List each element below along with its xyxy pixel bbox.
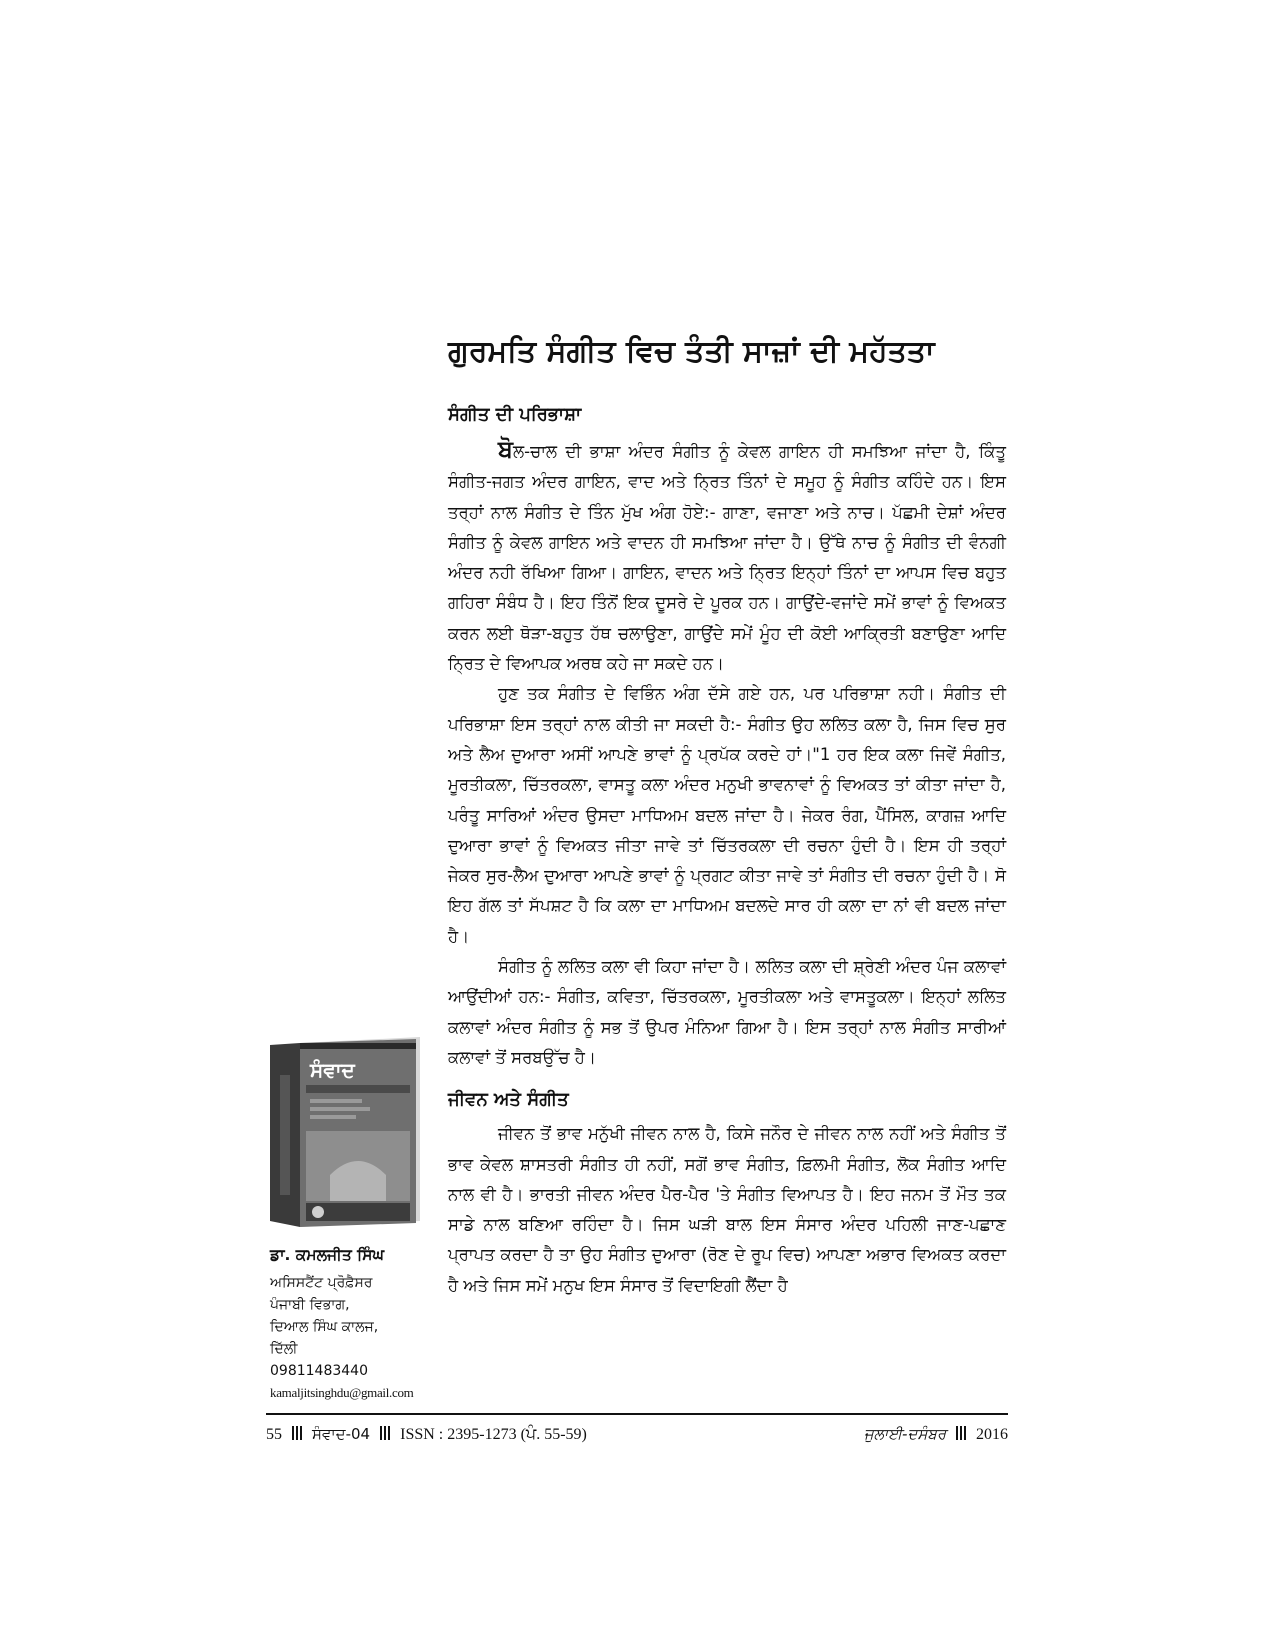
book-spine-text: [280, 1075, 290, 1195]
publication-year: 2016: [976, 1426, 1008, 1443]
author-city: ਦਿੱਲੀ: [270, 1341, 298, 1357]
drop-cap: ਬੋ: [498, 435, 513, 463]
book-top-band: [300, 1043, 416, 1049]
author-college: ਦਿਆਲ ਸਿੰਘ ਕਾਲਜ,: [270, 1319, 379, 1335]
paragraph: ਸੰਗੀਤ ਨੂੰ ਲਲਿਤ ਕਲਾ ਵੀ ਕਿਹਾ ਜਾਂਦਾ ਹੈ। ਲਲਿਤ ਕਲਾ ਦੀ ਸ਼੍ਰੇਣੀ ਅੰਦਰ ਪੰਜ ਕਲਾਵਾਂ ਆਉਂਦੀਆਂ ਹਨ:- ਸੰਗੀਤ, ਕਵਿਤਾ, ਚਿੱਤਰਕਲਾ, ਮੂਰਤੀਕਲਾ ਅਤੇ ਵਾਸਤੂਕਲਾ। ਇਨ੍ਹਾਂ ਲਲਿਤ ਕਲਾਵਾਂ ਅੰਦਰ ਸੰਗੀਤ ਨੂੰ ਸਭ ਤੋਂ ਉਪਰ ਮੰਨਿਆ ਗਿਆ ਹੈ। ਇਸ ਤਰ੍ਹਾਂ ਨਾਲ ਸੰਗੀਤ ਸਾਰੀਆਂ ਕਲਾਵਾਂ ਤੋਂ ਸਰਬਉੱਚ ਹੈ।: [448, 957, 1006, 1067]
book-title-strip: [306, 1085, 410, 1093]
section-heading-definition: ਸੰਗੀਤ ਦੀ ਪਰਿਭਾਸ਼ਾ: [448, 404, 582, 425]
book-text-block: [310, 1099, 362, 1103]
author-name: ਡਾ. ਕਮਲਜੀਤ ਸਿੰਘ: [270, 1246, 384, 1264]
author-department: ਪੰਜਾਬੀ ਵਿਭਾਗ,: [270, 1297, 350, 1313]
author-phone: 09811483440: [270, 1363, 368, 1379]
paragraph: [448, 434, 1006, 679]
author-email: kamaljitsinghdu@gmail.com: [270, 1385, 414, 1400]
paragraph: ਜੀਵਨ ਤੋਂ ਭਾਵ ਮਨੁੱਖੀ ਜੀਵਨ ਨਾਲ ਹੈ, ਕਿਸੇ ਜਨੌਰ ਦੇ ਜੀਵਨ ਨਾਲ ਨਹੀਂ ਅਤੇ ਸੰਗੀਤ ਤੋਂ ਭਾਵ ਕੇਵਲ ਸ਼ਾਸਤਰੀ ਸੰਗੀਤ ਹੀ ਨਹੀਂ, ਸਗੋਂ ਭਾਵ ਸੰਗੀਤ, ਫ਼ਿਲਮੀ ਸੰਗੀਤ, ਲੋਕ ਸੰਗੀਤ ਆਦਿ ਨਾਲ ਵੀ ਹੈ। ਭਾਰਤੀ ਜੀਵਨ ਅੰਦਰ ਪੈਰ-ਪੈਰ 'ਤੇ ਸੰਗੀਤ ਵਿਆਪਤ ਹੈ। ਇਹ ਜਨਮ ਤੋਂ ਮੌਤ ਤਕ ਸਾਡੇ ਨਾਲ ਬਣਿਆ ਰਹਿੰਦਾ ਹੈ। ਜਿਸ ਘੜੀ ਬਾਲ ਇਸ ਸੰਸਾਰ ਅੰਦਰ ਪਹਿਲੀ ਜਾਣ-ਪਛਾਣ ਪ੍ਰਾਪਤ ਕਰਦਾ ਹੈ ਤਾ ਉਹ ਸੰਗੀਤ ਦੁਆਰਾ (ਰੋਣ ਦੇ ਰੂਪ ਵਿਚ) ਆਪਣਾ ਅਭਾਰ ਵਿਅਕਤ ਕਰਦਾ ਹੈ ਅਤੇ ਜਿਸ ਸਮੇਂ ਮਨੁਖ ਇਸ ਸੰਸਾਰ ਤੋਂ ਵਿਦਾਇਗੀ ਲੈਂਦਾ ਹੈ: [448, 1124, 1006, 1295]
separator-bars-icon: [956, 1426, 966, 1440]
book-text-block: [310, 1107, 370, 1111]
footer-rule: [266, 1413, 1008, 1415]
author-info: [270, 1242, 440, 1404]
separator-bars-icon: [292, 1426, 302, 1440]
article-title: ਗੁਰਮਤਿ ਸੰਗੀਤ ਵਿਚ ਤੰਤੀ ਸਾਜ਼ਾਂ ਦੀ ਮਹੱਤਤਾ: [448, 334, 935, 369]
separator-bars-icon: [380, 1426, 390, 1440]
publication-period: ਜੁਲਾਈ-ਦਸੰਬਰ: [863, 1425, 946, 1443]
issn: ISSN : 2395-1273 (ਪੰ. 55-59): [400, 1426, 587, 1443]
author-designation: ਅਸਿਸਟੈਂਟ ਪ੍ਰੋਫ਼ੈਸਰ: [270, 1275, 373, 1291]
paragraph-text: ਲ-ਚਾਲ ਦੀ ਭਾਸ਼ਾ ਅੰਦਰ ਸੰਗੀਤ ਨੂੰ ਕੇਵਲ ਗਾਇਨ ਹੀ ਸਮਝਿਆ ਜਾਂਦਾ ਹੈ, ਕਿੰਤੂ ਸੰਗੀਤ-ਜਗਤ ਅੰਦਰ ਗਾਇਨ, ਵਾਦ ਅਤੇ ਨ੍ਰਿਤ ਤਿੰਨਾਂ ਦੇ ਸਮੂਹ ਨੂੰ ਸੰਗੀਤ ਕਹਿੰਦੇ ਹਨ। ਇਸ ਤਰ੍ਹਾਂ ਨਾਲ ਸੰਗੀਤ ਦੇ ਤਿੰਨ ਮੁੱਖ ਅੰਗ ਹੋਏ:- ਗਾਣਾ, ਵਜਾਣਾ ਅਤੇ ਨਾਚ। ਪੱਛਮੀ ਦੇਸ਼ਾਂ ਅੰਦਰ ਸੰਗੀਤ ਨੂੰ ਕੇਵਲ ਗਾਇਨ ਅਤੇ ਵਾਦਨ ਹੀ ਸਮਝਿਆ ਜਾਂਦਾ ਹੈ। ਉੱਥੇ ਨਾਚ ਨੂੰ ਸੰਗੀਤ ਦੀ ਵੰਨਗੀ ਅੰਦਰ ਨਹੀ ਰੱਖਿਆ ਗਿਆ। ਗਾਇਨ, ਵਾਦਨ ਅਤੇ ਨ੍ਰਿਤ ਇਨ੍ਹਾਂ ਤਿੰਨਾਂ ਦਾ ਆਪਸ ਵਿਚ ਬਹੁਤ ਗਹਿਰਾ ਸੰਬੰਧ ਹੈ। ਇਹ ਤਿੰਨੋਂ ਇਕ ਦੂਸਰੇ ਦੇ ਪੂਰਕ ਹਨ। ਗਾਉਂਦੇ-ਵਜਾਂਦੇ ਸਮੇਂ ਭਾਵਾਂ ਨੂੰ ਵਿਅਕਤ ਕਰਨ ਲਈ ਥੋੜਾ-ਬਹੁਤ ਹੱਥ ਚਲਾਉਣਾ, ਗਾਉਂਦੇ ਸਮੇਂ ਮੂੰਹ ਦੀ ਕੋਈ ਆਕ੍ਰਿਤੀ ਬਣਾਉਣਾ ਆਦਿ ਨ੍ਰਿਤ ਦੇ ਵਿਆਪਕ ਅਰਥ ਕਹੇ ਜਾ ਸਕਦੇ ਹਨ।: [448, 442, 1006, 674]
page-footer: [266, 1420, 1008, 1448]
journal-cover-image: [270, 1035, 422, 1227]
journal-issue: ਸੰਵਾਦ-04: [312, 1425, 371, 1443]
article-body: [448, 400, 1006, 1301]
page-number: 55: [266, 1426, 282, 1443]
section-heading-life-and-music: ਜੀਵਨ ਅਤੇ ਸੰਗੀਤ: [448, 1089, 569, 1111]
paragraph: ਹੁਣ ਤਕ ਸੰਗੀਤ ਦੇ ਵਿਭਿੰਨ ਅੰਗ ਦੱਸੇ ਗਏ ਹਨ, ਪਰ ਪਰਿਭਾਸ਼ਾ ਨਹੀ। ਸੰਗੀਤ ਦੀ ਪਰਿਭਾਸ਼ਾ ਇਸ ਤਰ੍ਹਾਂ ਨਾਲ ਕੀਤੀ ਜਾ ਸਕਦੀ ਹੈ:- ਸੰਗੀਤ ਉਹ ਲਲਿਤ ਕਲਾ ਹੈ, ਜਿਸ ਵਿਚ ਸੁਰ ਅਤੇ ਲੈਅ ਦੁਆਰਾ ਅਸੀਂ ਆਪਣੇ ਭਾਵਾਂ ਨੂੰ ਪ੍ਰਪੱਕ ਕਰਦੇ ਹਾਂ।"1 ਹਰ ਇਕ ਕਲਾ ਜਿਵੇਂ ਸੰਗੀਤ, ਮੂਰਤੀਕਲਾ, ਚਿੱਤਰਕਲਾ, ਵਾਸਤੂ ਕਲਾ ਅੰਦਰ ਮਨੁਖੀ ਭਾਵਨਾਵਾਂ ਨੂੰ ਵਿਅਕਤ ਤਾਂ ਕੀਤਾ ਜਾਂਦਾ ਹੈ, ਪਰੰਤੂ ਸਾਰਿਆਂ ਅੰਦਰ ਉਸਦਾ ਮਾਧਿਅਮ ਬਦਲ ਜਾਂਦਾ ਹੈ। ਜੇਕਰ ਰੰਗ, ਪੈਂਸਿਲ, ਕਾਗਜ਼ ਆਦਿ ਦੁਆਰਾ ਭਾਵਾਂ ਨੂੰ ਵਿਅਕਤ ਜੀਤਾ ਜਾਵੇ ਤਾਂ ਚਿੱਤਰਕਲਾ ਦੀ ਰਚਨਾ ਹੁੰਦੀ ਹੈ। ਇਸ ਹੀ ਤਰ੍ਹਾਂ ਜੇਕਰ ਸੁਰ-ਲੈਅ ਦੁਆਰਾ ਆਪਣੇ ਭਾਵਾਂ ਨੂੰ ਪ੍ਰਗਟ ਕੀਤਾ ਜਾਵੇ ਤਾਂ ਸੰਗੀਤ ਦੀ ਰਚਨਾ ਹੁੰਦੀ ਹੈ। ਸੋ ਇਹ ਗੱਲ ਤਾਂ ਸੱਪਸ਼ਟ ਹੈ ਕਿ ਕਲਾ ਦਾ ਮਾਧਿਅਮ ਬਦਲਦੇ ਸਾਰ ਹੀ ਕਲਾ ਦਾ ਨਾਂ ਵੀ ਬਦਲ ਜਾਂਦਾ ਹੈ।: [448, 684, 1006, 946]
book-masthead: ਸੰਵਾਦ: [310, 1058, 355, 1082]
book-text-block: [310, 1115, 356, 1119]
book-emblem: [312, 1206, 324, 1218]
